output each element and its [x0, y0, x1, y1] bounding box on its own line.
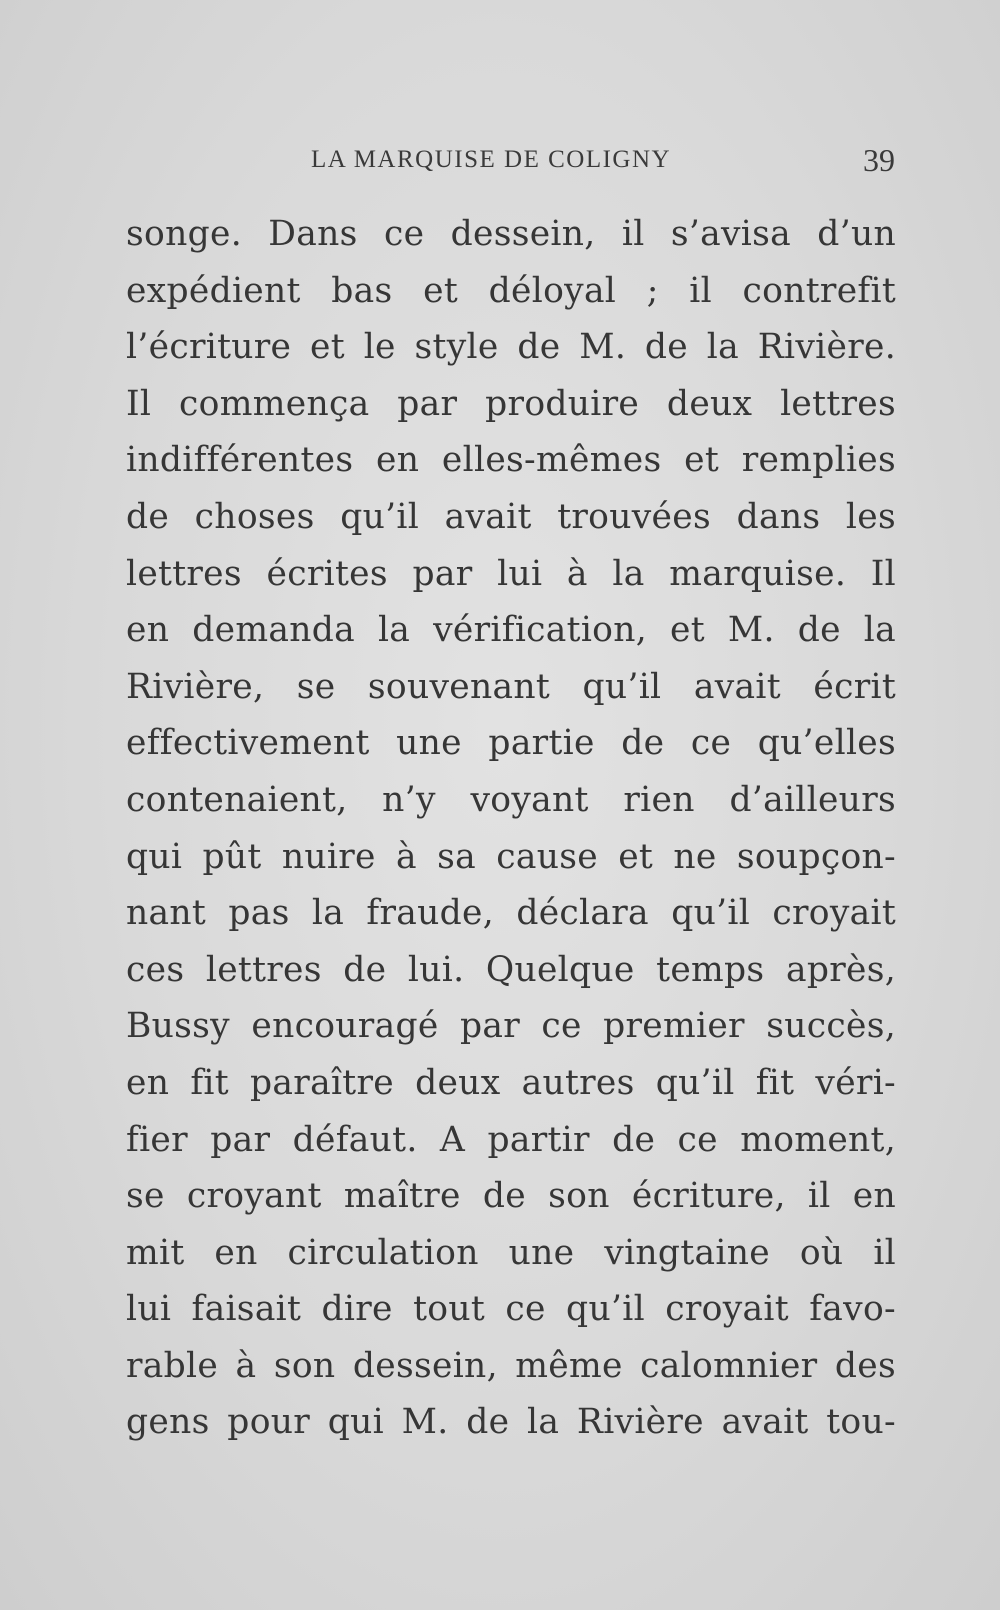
text-line: Bussy encouragé par ce premier succès, — [126, 1006, 896, 1047]
text-line: effectivement une partie de ce qu’elles — [126, 723, 896, 764]
text-line: en fit paraître deux autres qu’il fit véri- — [126, 1062, 896, 1103]
page-number: 39 — [863, 142, 895, 178]
body-text — [126, 206, 896, 1451]
text-line: fier par défaut. A partir de ce moment, — [126, 1119, 896, 1160]
text-line: mit en circulation une vingtaine où il — [126, 1232, 896, 1273]
text-line: de choses qu’il avait trouvées dans les — [126, 496, 896, 537]
text-line: indifférentes en elles-mêmes et remplies — [126, 440, 896, 481]
text-line: Il commença par produire deux lettres — [126, 383, 896, 424]
running-title: LA MARQUISE DE COLIGNY — [311, 146, 672, 173]
text-line: songe. Dans ce dessein, il s’avisa d’un — [126, 214, 896, 254]
text-line: contenaient, n’y voyant rien d’ailleurs — [126, 779, 896, 820]
text-line: lettres écrites par lui à la marquise. Il — [126, 553, 896, 594]
text-line: gens pour qui M. de la Rivière avait tou- — [126, 1402, 896, 1443]
text-line: lui faisait dire tout ce qu’il croyait favo- — [126, 1289, 896, 1330]
text-line: Rivière, se souvenant qu’il avait écrit — [126, 666, 896, 707]
text-line: qui pût nuire à sa cause et ne soupçon- — [126, 836, 896, 877]
text-line: se croyant maître de son écriture, il en — [126, 1176, 896, 1217]
text-line: rable à son dessein, même calomnier des — [126, 1345, 896, 1386]
text-line: en demanda la vérification, et M. de la — [126, 610, 896, 651]
text-line: expédient bas et déloyal ; il contrefit — [126, 270, 896, 311]
running-head — [135, 142, 895, 182]
text-line: ces lettres de lui. Quelque temps après, — [126, 949, 896, 990]
text-line: nant pas la fraude, déclara qu’il croyait — [126, 893, 896, 934]
text-line: l’écriture et le style de M. de la Rivière. — [126, 327, 896, 368]
